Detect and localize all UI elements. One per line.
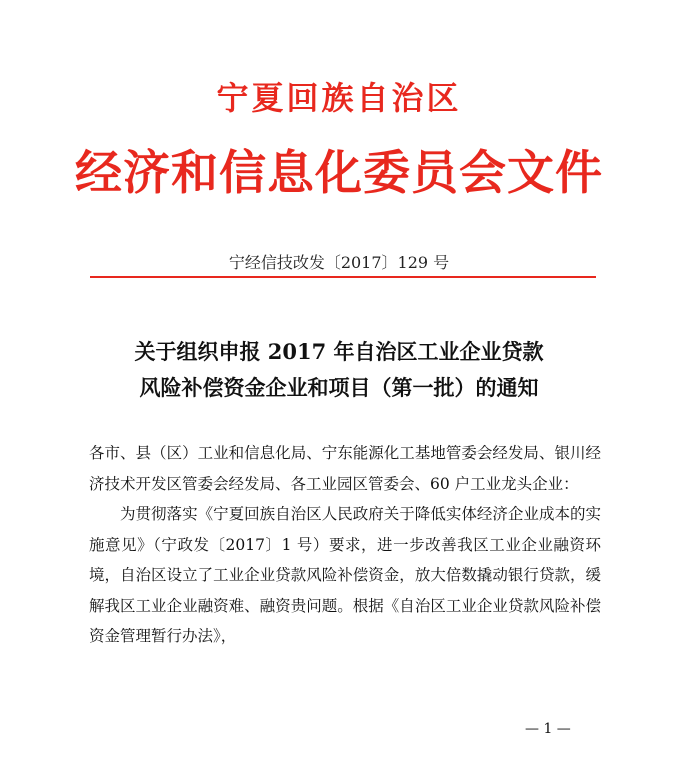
body-paragraph-1: 为贯彻落实《宁夏回族自治区人民政府关于降低实体经济企业成本的实施意见》（宁政发〔2017〕1 号）要求，进一步改善我区工业企业融资环境，自治区设立了工业企业贷款风险补偿资金，放大倍数撬动银行贷款，缓解我区工业企业融资难、融资贵问题。根据《自治区工业企业贷款风险补偿资金管理暂行办法》， <box>89 505 601 645</box>
red-divider-line <box>90 276 596 278</box>
document-number: 宁经信技改发〔2017〕129 号 <box>228 253 450 272</box>
salutation-paragraph: 各市、县（区）工业和信息化局、宁东能源化工基地管委会经发局、银川经济技术开发区管委会经发局、各工业园区管委会、60 户工业龙头企业： <box>89 444 601 493</box>
document-title-line-1: 关于组织申报 2017 年自治区工业企业贷款 <box>134 339 544 364</box>
issuer-name: 宁夏回族自治区 <box>216 79 462 117</box>
document-body <box>89 438 601 652</box>
document-title <box>60 334 618 406</box>
document-type-heading: 经济和信息化委员会文件 <box>75 146 603 201</box>
document-title-line-2: 风险补偿资金企业和项目（第一批）的通知 <box>139 375 539 400</box>
page-number: — 1 — <box>525 721 571 737</box>
